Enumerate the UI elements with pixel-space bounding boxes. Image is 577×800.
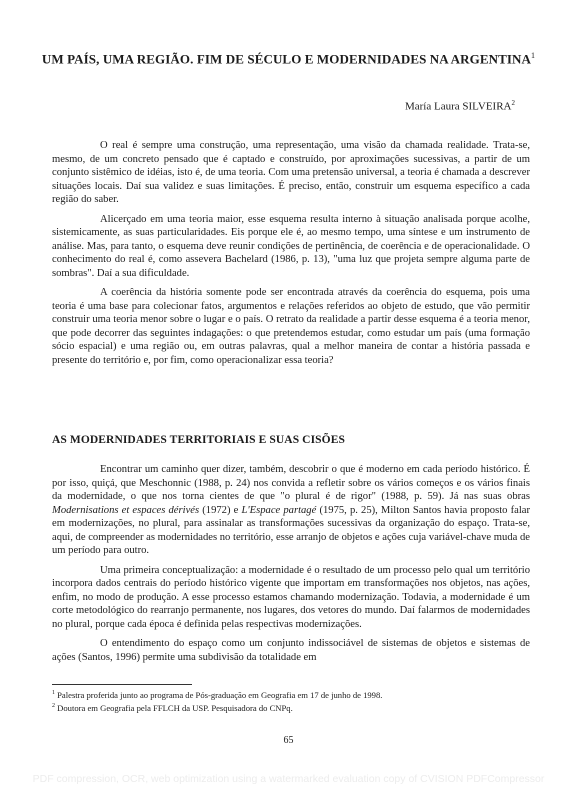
paragraph: Uma primeira conceptualização: a modernidade é o resultado de um processo pelo qual um território incorpora dados centrais do período histórico vigente que importam em transformações nos objetos, nas ações, enfim, no modo de produção. A esse processo estamos chamando modernização. Todavia, a modernidade é um corte metodológico do rearranjo permanente, nos lugares, dos vetores do mundo. Daí falarmos de modernidades no plural, porque cada época é definida pelas respectivas modernizações. [52,564,530,630]
paragraph [52,463,530,558]
author-line [405,97,515,114]
section-text [52,463,530,670]
paragraph: A coerência da história somente pode ser encontrada através da coerência do esquema, pois uma teoria é uma base para colecionar fatos, argumentos e relações referidos ao objeto de estudo, que vão permitir construir uma teoria menor sobre o lugar e o país. O retrato da realidade a partir desse esquema é a teoria menor, que pode decorrer das seguintes indagações: o que pretendemos estudar, como estudar um país (uma formação sócio espacial) e uma região ou, em outras palavras, qual a melhor maneira de contar a história passada e presente do território e, por fim, como operacionalizar essa teoria? [52,287,530,366]
article-title [40,48,537,67]
title-footnote-ref[interactable]: 1 [531,51,536,60]
page-number: 65 [283,735,294,746]
footnote-item [52,688,530,701]
author-name: María Laura SILVEIRA [404,100,512,113]
paragraph-part: (1975, p. 25), Milton Santos havia proposto falar em modernizações, no plural, para assinalar as transformações sucessivas da organização do espaço. Trata-se, aqui, de compreender as modernidades no território, esse arranjo de objetos e ações cuja variável-chave muda de um período para outro. [52,504,530,556]
watermark-text: PDF compression, OCR, web optimization using a watermarked evaluation copy of CVISION PDFCompressor [32,773,545,785]
footnote-number: 2 [52,702,55,709]
author-footnote-ref[interactable]: 2 [511,99,515,107]
footnote-number: 1 [52,690,55,696]
book-title-italic: L'Espace partagé [241,504,317,516]
footnote-divider [52,684,192,685]
paragraph-part: (1972) e [199,504,242,516]
footnote-text: Doutora em Geografia pela FFLCH da USP. Pesquisadora do CNPq. [57,702,293,713]
footnote-text: Palestra proferida junto ao programa de Pós-graduação em Geografia em 17 de junho de 1998. [57,689,383,700]
paragraph-part: Encontrar um caminho quer dizer, também, descobrir o que é moderno em cada período histórico. É por isso, quiçá, que Meschonnic (1988, p. 24) nos convida a refletir sobre os vários começos e os vários finais da modernidade, o que nos torna cientes de que "o plural é de rigor" (1988, p. 59). Já nas suas obras [52,464,530,502]
intro-text [52,139,530,373]
book-title-italic: Modernisations et espaces dérivés [52,504,200,516]
footnote-item [52,701,530,714]
paragraph: O real é sempre uma construção, uma representação, uma visão da chamada realidade. Trata-se, mesmo, de um concreto pensado que é captado e construído, por aproximações sucessivas, a partir de um conjunto sistêmico de idéias, isto é, de uma teoria. Com uma pretensão universal, a teoria é chamada a descrever situações locais. Daí sua validez e suas limitações. É preciso, então, construir um esquema específico a cada região do saber. [52,140,530,205]
paragraph: O entendimento do espaço como um conjunto indissociável de sistemas de objetos e sistemas de ações (Santos, 1996) permite uma subdivisão da totalidade em [52,638,530,663]
section-heading: AS MODERNIDADES TERRITORIAIS E SUAS CISÕES [52,434,345,446]
article-title-text: UM PAÍS, UMA REGIÃO. FIM DE SÉCULO E MODERNIDADES NA ARGENTINA [41,51,532,67]
footnotes [52,688,530,714]
paragraph: Alicerçado em uma teoria maior, esse esquema resulta interno à situação analisada porque acolhe, sistemicamente, as suas particularidades. Eis porque ele é, ao mesmo tempo, uma síntese e um instrumento de análise. Mas, para tanto, o esquema deve reunir condições de pertinência, de coerência e de operacionalidade. O conhecimento do real é, como assevera Bachelard (1986, p. 13), "uma luz que projeta sempre alguma parte de sombras". Daí a sua dificuldade. [52,213,530,279]
